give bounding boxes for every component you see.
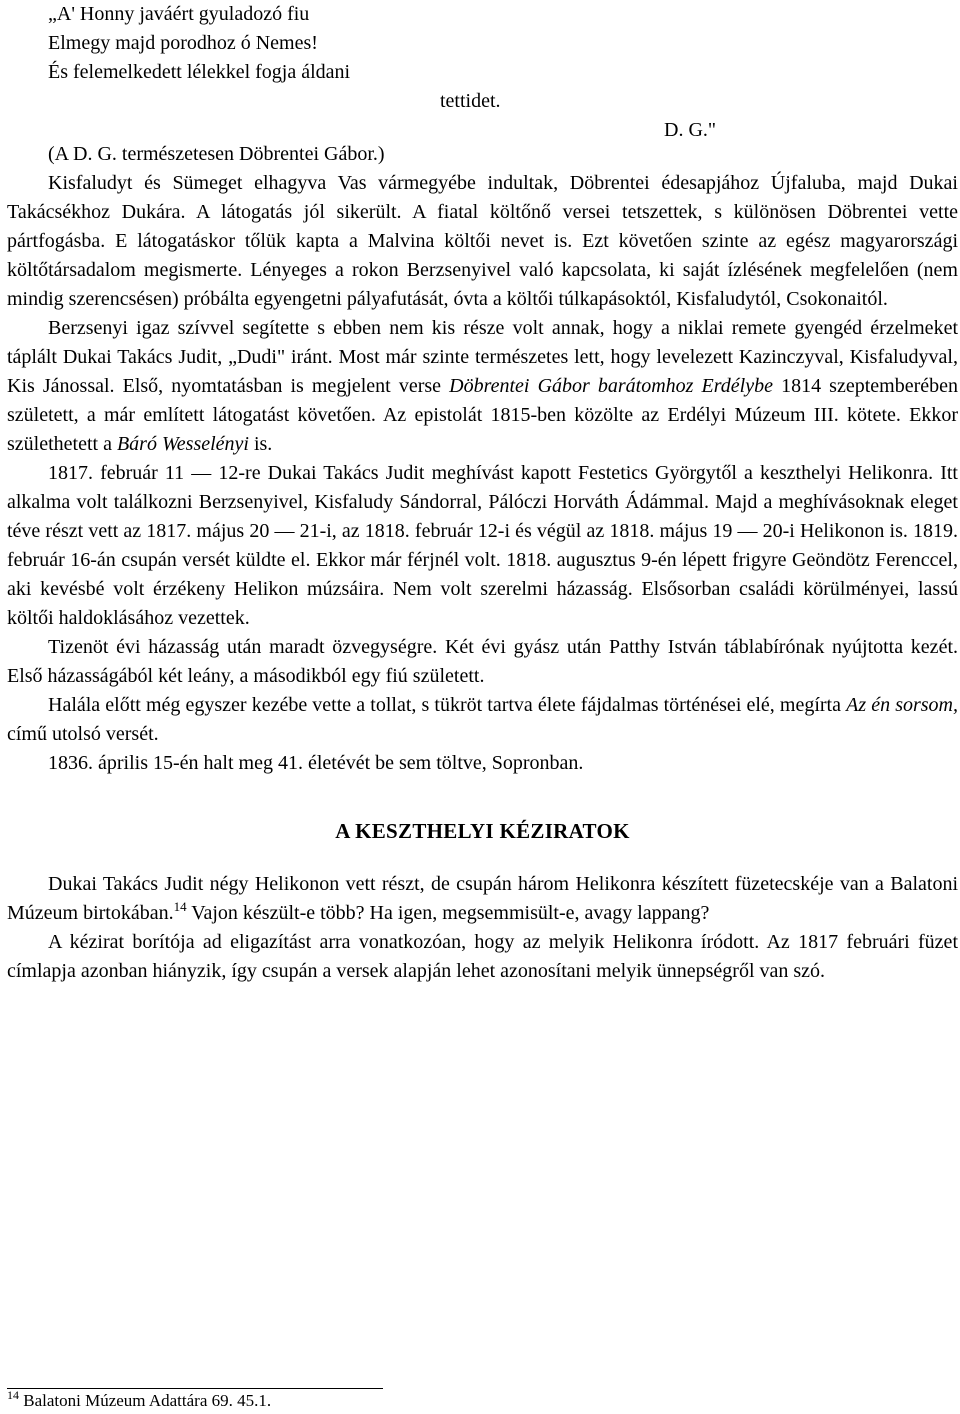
footnote-divider [7,1388,383,1389]
poem-quote [48,0,748,145]
paragraph [7,691,958,749]
paragraph: (A D. G. természetesen Döbrentei Gábor.) [48,143,385,165]
poem-line-2: Elmegy majd porodhoz ó Nemes! [48,32,318,54]
poem-title: Döbrentei Gábor barátomhoz Erdélybe [449,375,773,397]
text-run: Vajon készült-e több? Ha igen, megsemmisült-e, avagy lappang? [186,902,710,924]
body-text [7,140,958,986]
poem-title: Báró Wesselényi [116,433,249,455]
paragraph [7,314,958,459]
text-run: című utolsó versét. [7,723,159,745]
poem-title: Az én sorsom, [846,694,959,716]
poem-signature: D. G." [664,119,717,141]
footnote-number: 14 [7,1388,19,1402]
text-run: is. [248,433,273,455]
footnote-reference[interactable]: 14 [173,899,187,914]
paragraph: 1836. április 15-én halt meg 41. életévét be sem töltve, Sopronban. [48,752,584,774]
text-run: 1814 szeptemberében született, a már említett látogatást követően. Az epistolát 1815-ben közölte az Erdélyi Múzeum III. kötete. Ekkor születhetett a [7,375,959,455]
footnote-text: Balatoni Múzeum Adattára 69. 45.1. [19,1391,272,1410]
paragraph: Kisfaludyt és Sümeget elhagyva Vas vármegyébe indultak, Döbrentei édesapjához Újfaluba, majd Dukai Takácsékhoz Dukára. A látogatás jól sikerült. A fiatal költőnő versei tetszettek, s különösen Döbrentei vette pártfogásba. E látogatáskor tőlük kapta a Malvina költői nevet is. Ezt követően szinte az egész magyarországi költőtársadalom megismerte. Lényeges a rokon Berzsenyivel való kapcsolata, ki saját ízlésének megfelelően (nem mindig szerencsésen) próbálta egyengetni pályafutását, óvta a költői túlkapásoktól, Kisfaludytól, Csokonaitól. [7,172,958,310]
text-run: Berzsenyi igaz szívvel segítette s ebben nem kis része volt annak, hogy a niklai remete gyengéd érzelmeket táplált Dukai Takács Judit, „Dudi" iránt. Most már szinte természetes lett, hogy levelezett Kazinczyval, Kisfaludyval, Kis Jánossal. Első, nyomtatásban is megjelent verse [7,317,958,397]
section-heading: A KESZTHELYI KÉZIRATOK [335,819,630,843]
paragraph [7,870,958,928]
paragraph: A kézirat borítója ad eligazítást arra vonatkozóan, hogy az melyik Helikonra íródott. Az 1817 februári füzet címlapja azonban hiányzik, így csupán a versek alapján lehet azonosítani melyik ünnepségről van szó. [7,931,958,982]
footnote [7,1390,271,1412]
text-run: Dukai Takács Judit négy Helikonon vett részt, de csupán három Helikonra készített füzetecskéje van a Balatoni Múzeum birtokában. [7,873,958,924]
paragraph: 1817. február 11 — 12-re Dukai Takács Judit meghívást kapott Festetics Györgytől a keszthelyi Helikonra. Itt alkalma volt találkozni Berzsenyivel, Kisfaludy Sándorral, Pálóczi Horváth Ádámmal. Majd a meghívásoknak eleget téve részt vett az 1817. május 20 — 21-i, az 1818. február 12-i és végül az 1818. május 19 — 20-i Helikonon is. 1819. február 16-án csupán versét küldte el. Ekkor már férjnél volt. 1818. augusztus 9-én lépett frigyre Geöndötz Ferenccel, aki kevésbé volt érzékeny Helikon múzsáira. Nem volt szerelmi házasság. Elsősorban családi körülményei, lassú költői haldoklásához vezettek. [7,462,958,629]
paragraph: Tizenöt évi házasság után maradt özvegységre. Két évi gyász után Patthy István táblabírónak nyújtotta kezét. Első házasságából két leány, a másodikból egy fiú született. [7,636,958,687]
text-run: Halála előtt még egyszer kezébe vette a tollat, s tükröt tartva élete fájdalmas történései elé, megírta [48,694,847,716]
poem-line-3: És felemelkedett lélekkel fogja áldani [48,61,351,83]
poem-line-1: „A' Honny javáért gyuladozó fiu [48,3,310,25]
poem-line-4: tettidet. [440,90,501,112]
